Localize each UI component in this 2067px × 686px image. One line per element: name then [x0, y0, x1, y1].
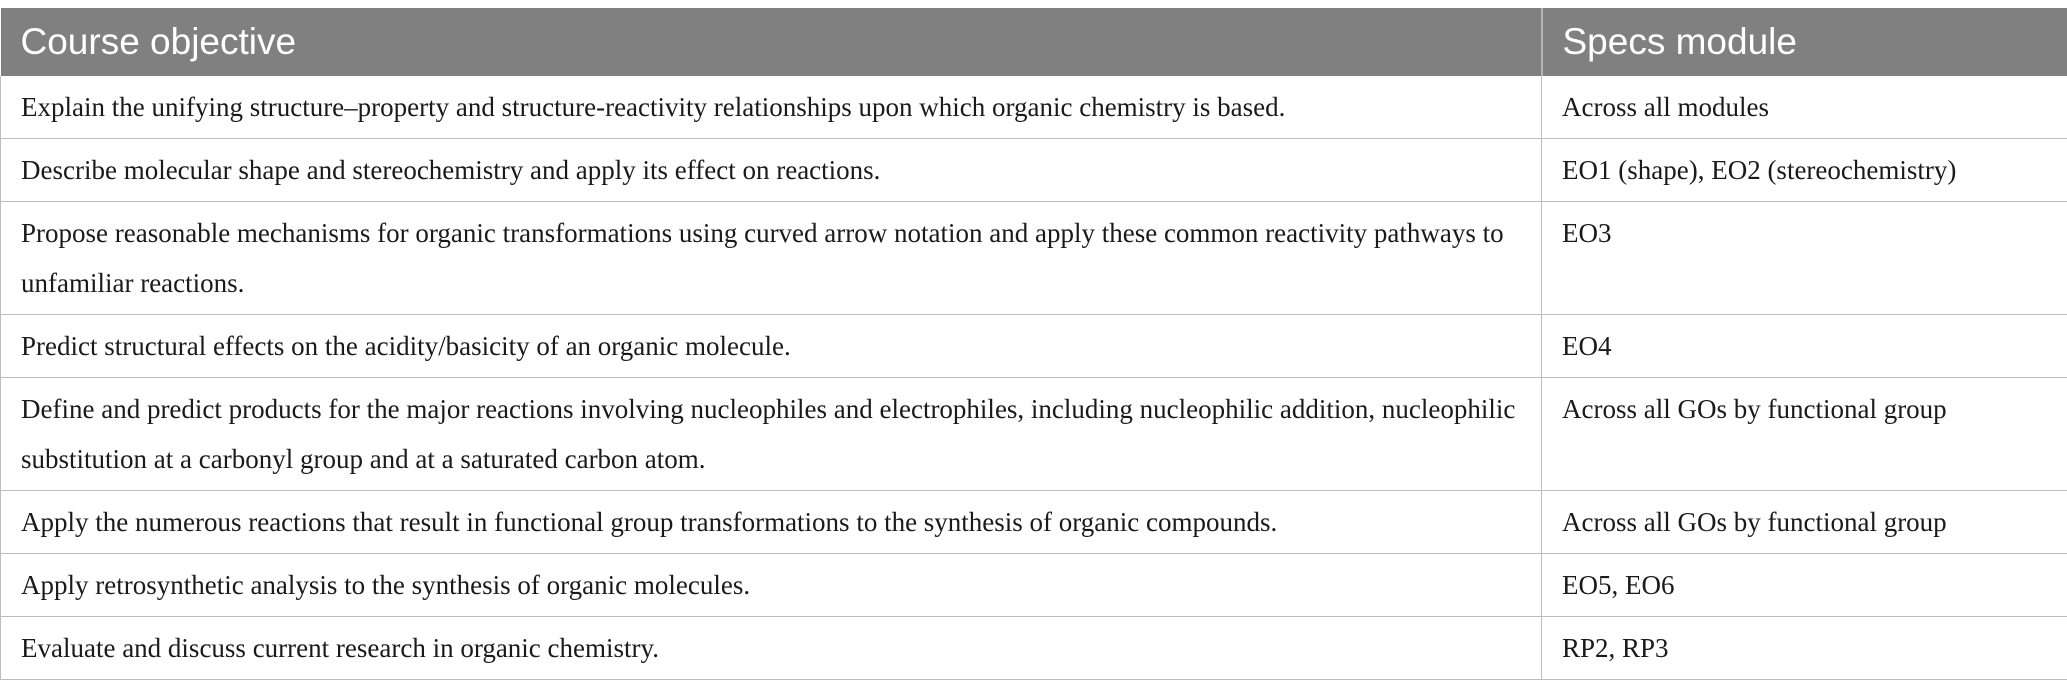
table-row	[1, 617, 2067, 680]
module-cell: EO5, EO6	[1542, 554, 2067, 617]
header-row	[1, 8, 2067, 76]
objective-cell: Define and predict products for the major reactions involving nucleophiles and electrophiles, including nucleophilic addition, nucleophilic substitution at a carbonyl group and at a saturated carbon atom.	[1, 378, 1542, 491]
objectives-table	[0, 8, 2067, 680]
objective-cell: Predict structural effects on the acidity/basicity of an organic molecule.	[1, 315, 1542, 378]
module-cell: Across all GOs by functional group	[1542, 491, 2067, 554]
table-body	[1, 76, 2067, 680]
table-header	[1, 8, 2067, 76]
table-row	[1, 491, 2067, 554]
objective-cell: Evaluate and discuss current research in organic chemistry.	[1, 617, 1542, 680]
header-specs-module: Specs module	[1542, 8, 2067, 76]
objective-cell: Explain the unifying structure–property and structure-reactivity relationships upon which organic chemistry is based.	[1, 76, 1542, 139]
module-cell: EO4	[1542, 315, 2067, 378]
objective-cell: Apply the numerous reactions that result in functional group transformations to the synthesis of organic compounds.	[1, 491, 1542, 554]
module-cell: RP2, RP3	[1542, 617, 2067, 680]
table-row	[1, 76, 2067, 139]
table-row	[1, 139, 2067, 202]
objective-cell: Propose reasonable mechanisms for organic transformations using curved arrow notation and apply these common reactivity pathways to unfamiliar reactions.	[1, 202, 1542, 315]
module-cell: Across all GOs by functional group	[1542, 378, 2067, 491]
module-cell: EO3	[1542, 202, 2067, 315]
table-row	[1, 554, 2067, 617]
table-row	[1, 202, 2067, 315]
module-cell: EO1 (shape), EO2 (stereochemistry)	[1542, 139, 2067, 202]
header-course-objective: Course objective	[1, 8, 1542, 76]
table-row	[1, 378, 2067, 491]
module-cell: Across all modules	[1542, 76, 2067, 139]
objective-cell: Apply retrosynthetic analysis to the synthesis of organic molecules.	[1, 554, 1542, 617]
objective-cell: Describe molecular shape and stereochemistry and apply its effect on reactions.	[1, 139, 1542, 202]
table-row	[1, 315, 2067, 378]
